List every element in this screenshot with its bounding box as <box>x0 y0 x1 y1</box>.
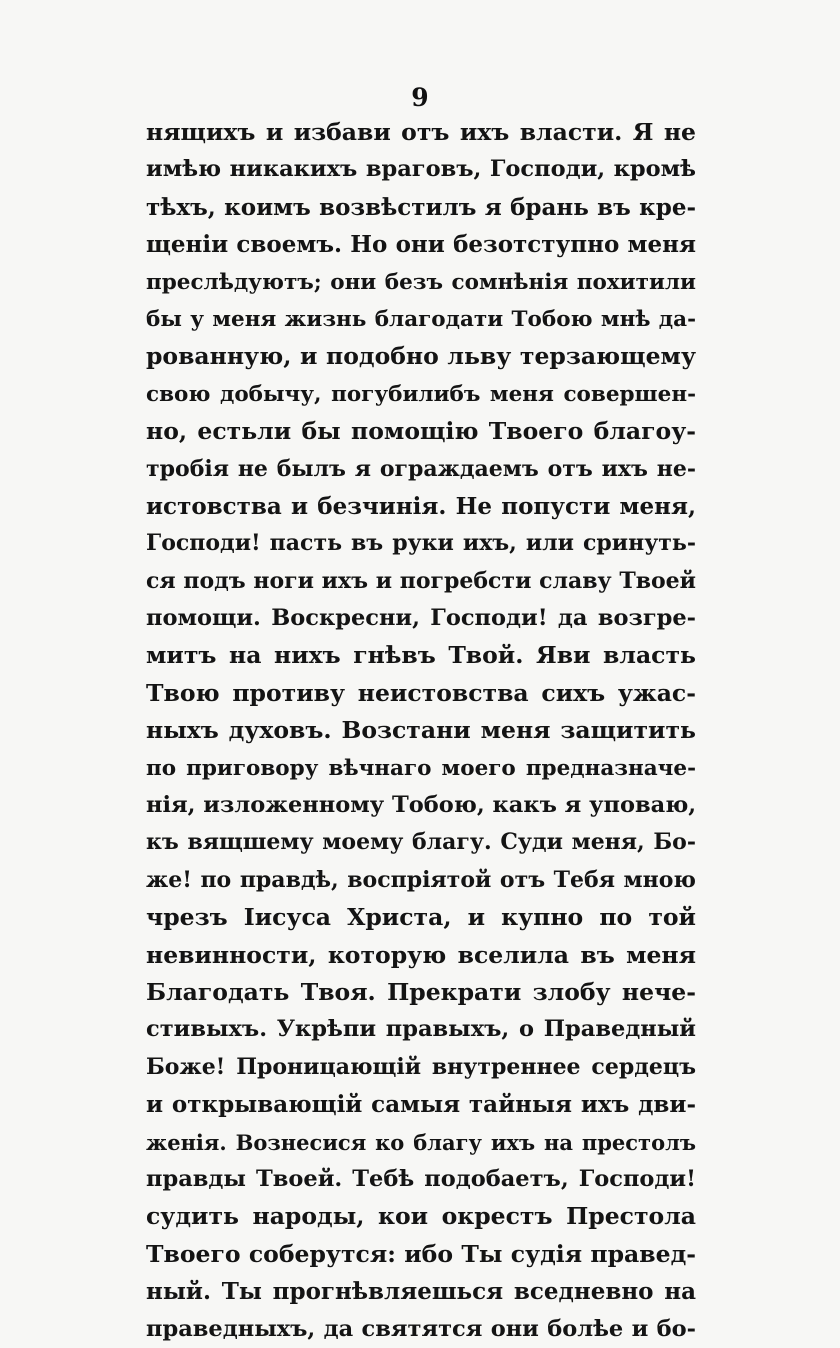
text-line: Благодать Твоя. Прекрати злобу нече- <box>146 977 696 1006</box>
text-line: судить народы, кои окрестъ Престола <box>146 1202 696 1231</box>
text-line: нія, изложенному Тобою, какъ я уповаю, <box>146 792 697 819</box>
text-line: невинности, которую вселила въ меня <box>146 940 696 969</box>
page-number: 9 <box>411 83 429 112</box>
text-line: истовства и безчинія. Не попусти меня, <box>146 492 696 520</box>
text-line: имѣю никакихъ враговъ, Господи, кромѣ <box>146 156 696 183</box>
text-line: Твою противу неистовства сихъ ужас- <box>146 678 696 707</box>
text-line: чрезъ Іисуса Христа, и купно по той <box>146 903 696 932</box>
text-line: нящихъ и избави отъ ихъ власти. Я не <box>146 118 696 146</box>
text-line: свою добычу, погубилибъ меня совершен- <box>146 381 696 407</box>
text-line: Господи! пасть въ руки ихъ, или сринуть- <box>146 530 696 557</box>
text-line: же! по правдѣ, воспріятой отъ Тебя мною <box>146 866 696 893</box>
text-line: преслѣдуютъ; они безъ сомнѣнія похитили <box>146 269 696 295</box>
text-line: ныхъ духовъ. Возстани меня защитить <box>146 716 696 745</box>
text-line: и открывающій самыя тайныя ихъ дви- <box>146 1091 696 1119</box>
text-line: Твоего соберутся: ибо Ты судія правед- <box>146 1239 696 1268</box>
text-line: ся подъ ноги ихъ и погребсти славу Твоей <box>146 567 696 594</box>
text-line: рованную, и подобно льву терзающему <box>146 342 696 371</box>
text-line: помощи. Воскресни, Господи! да возгре- <box>146 605 696 632</box>
text-line: ный. Ты прогнѣвляешься вседневно на <box>146 1278 696 1306</box>
text-line: митъ на нихъ гнѣвъ Твой. Яви власть <box>146 641 696 670</box>
text-line: бы у меня жизнь благодати Тобою мнѣ да- <box>146 306 696 332</box>
text-line: щеніи своемъ. Но они безотступно меня <box>146 231 696 259</box>
body-text <box>146 114 696 1348</box>
text-line: тробія не былъ я ограждаемъ отъ ихъ не- <box>146 455 696 482</box>
text-line: къ вящшему моему благу. Суди меня, Бо- <box>146 829 696 856</box>
text-line: но, естьли бы помощію Твоего благоу- <box>146 417 696 446</box>
text-line: правды Твоей. Тебѣ подобаетъ, Господи! <box>146 1165 696 1192</box>
text-line: по приговору вѣчнаго моего предназначе- <box>146 755 696 781</box>
text-line: женія. Вознесися ко благу ихъ на престолъ <box>146 1129 696 1155</box>
text-line: тѣхъ, коимъ возвѣстилъ я брань въ кре- <box>146 193 696 221</box>
text-line: стивыхъ. Укрѣпи правыхъ, о Праведный <box>146 1016 696 1043</box>
text-line: праведныхъ, да святятся они болѣе и бо- <box>146 1315 696 1342</box>
text-line: Боже! Проницающій внутреннее сердецъ <box>146 1053 696 1080</box>
